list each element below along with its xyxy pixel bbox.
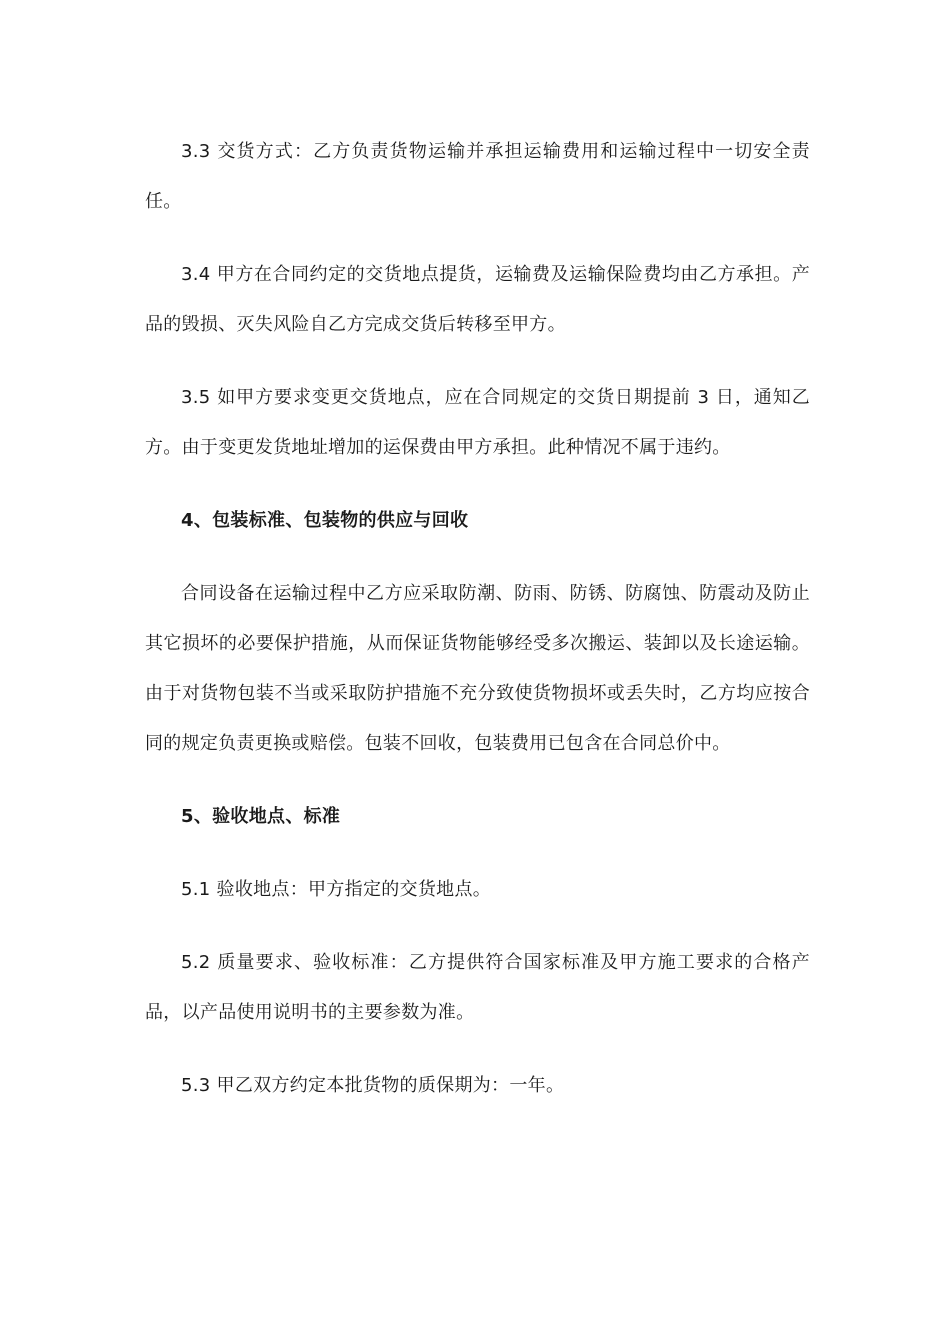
clause-5-3: 5.3 甲乙双方约定本批货物的质保期为：一年。 <box>181 1075 565 1096</box>
clause-5-1: 5.1 验收地点：甲方指定的交货地点。 <box>181 879 492 900</box>
clause-3-4: 3.4 甲方在合同约定的交货地点提货，运输费及运输保险费均由乙方承担。产品的毁损、灭失风险自乙方完成交货后转移至甲方。 <box>145 264 810 335</box>
section-heading-4: 4、包装标准、包装物的供应与回收 <box>181 510 469 531</box>
section-4-body: 合同设备在运输过程中乙方应采取防潮、防雨、防锈、防腐蚀、防震动及防止其它损坏的必要保护措施，从而保证货物能够经受多次搬运、装卸以及长途运输。由于对货物包装不当或采取防护措施不充分致使货物损坏或丢失时，乙方均应按合同的规定负责更换或赔偿。包装不回收，包装费用已包含在合同总价中。 <box>145 583 810 754</box>
clause-3-3: 3.3 交货方式：乙方负责货物运输并承担运输费用和运输过程中一切安全责任。 <box>145 141 810 212</box>
document-body <box>145 127 810 1134</box>
clause-3-5: 3.5 如甲方要求变更交货地点，应在合同规定的交货日期提前 3 日，通知乙方。由于变更发货地址增加的运保费由甲方承担。此种情况不属于违约。 <box>145 387 810 458</box>
section-heading-5: 5、验收地点、标准 <box>181 806 341 827</box>
clause-5-2: 5.2 质量要求、验收标准：乙方提供符合国家标准及甲方施工要求的合格产品，以产品使用说明书的主要参数为准。 <box>145 952 810 1023</box>
